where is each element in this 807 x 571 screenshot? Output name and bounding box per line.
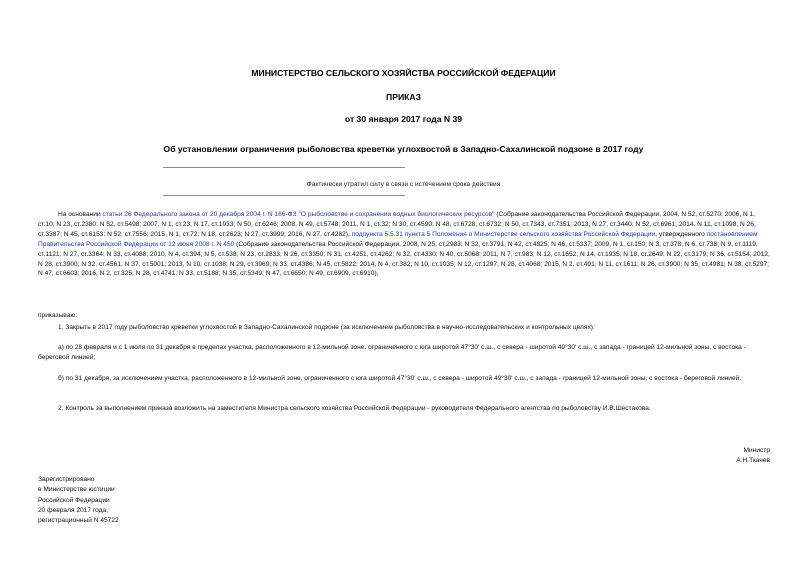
registration-line-2: в Министерстве юстиции — [38, 486, 115, 494]
preamble-text-4: (Собрание законодательства Российской Федерации, 2008, N 25, ст.2983; N 32, ст.3791; N 42, ст.4825; N 46, ст.5337; 2009, N 1, ст.150; N 3, ст.378; N 6, ст.738; N 9, ст.1119, ст.1121; N 27, ст.3364; N 33, ст.4088; 2010, N 4, ст.394; N 5, ст.538; N 23, ст.2833; N 26, ст.3350; N 31, ст.4251, ст.4262; N 32, ст.4330; N 40, ст.5068; 2011, N 7, ст.983; N 12, ст.1652; N 14, ст.1935; N 18, ст.2649; N 22, ст.3179; N 36, ст.5154; 2012, N 28, ст.3900; N 32, ст.4561; N 37, ст.5001; 2013, N 10, ст.1038; N 29, ст.3969; N 33, ст.4386; N 45, ст.5822; 2014, N 4, ст.382; N 10, ст.1035; N 12, ст.1297; N 28, ст.4068; 2015, N 2, ст.491; N 11, ст.1611; N 26, ст.3900; N 35, ст.4981; N 38, ст.5297; N 47, ст.6603; 2016, N 2, ст.325; N 28, ст.4741; N 33, ст.5188; N 35, ст.5349; N 47, ст.6650; N 49, ст.6909, ст.6910), — [38, 240, 770, 278]
divider-bottom — [163, 195, 405, 196]
preamble-paragraph — [38, 210, 773, 279]
preamble-text-3: , утвержденного — [655, 230, 707, 238]
ministry-heading: МИНИСТЕРСТВО СЕЛЬСКОГО ХОЗЯЙСТВА РОССИЙСКОЙ ФЕДЕРАЦИИ — [251, 68, 556, 78]
registration-line-3: Российской Федерации — [38, 496, 110, 504]
clause-2: 2. Контроль за выполнением приказа возложить на заместителя Министра сельского хозяйства Российской Федерации - руководителя Федерального агентства по рыболовству И.В.Шестакова. — [58, 405, 651, 412]
page-title: Об установлении ограничения рыболовства креветки углохвостой в Западно-Сахалинской подзоне в 2017 году — [163, 144, 644, 154]
registration-line-5: регистрационный N 45722 — [38, 517, 119, 525]
preamble-text-2: (Собрание законодательства Российской Федерации, 2004, N 52, ст.5270; 2006, N 1, ст.10; N 23, ст.2380; N 52, ст.5498; 2007, N 1, ст.23; N 17, ст.1933; N 50, ст.6246; 2008, N 49, ст.5748; 2011, N 1, ст.32; N 30, ст.4590; N 48, ст.6728, ст.6732; N 50, ст.7343, ст.7351; 2013, N 27, ст.3440; N 52, ст.6961; 2014, N 11, ст.1098; N 26, ст.3387; N 45, ст.6153; N 52, ст.7556; 2015, N 1, ст.72; N 18, ст.2623; N 27, ст.3999; 2016, N 27, ст.4282), — [38, 211, 756, 238]
clause-1a: а) по 28 февраля и с 1 июля по 31 декабря в пределах участка, расположенного в 12-мильной зоне, ограниченного с юга широтой 47°30' с.ш., с севера - широтой 49°30' с.ш., с запада - границей 12-мильной зоны, с востока - береговой линией; — [38, 344, 746, 361]
status-note: Фактически утратил силу в связи с истечением срока действия — [306, 181, 501, 188]
registration-block — [38, 475, 119, 526]
order-word: приказываю: — [38, 312, 78, 319]
registration-line-4: 20 февраля 2017 года, — [38, 506, 108, 514]
preamble-text-1: На основании — [58, 211, 103, 218]
clause-1: 1. Закрыть в 2017 году рыболовство креветки углохвостой в Западно-Сахалинской подзоне (за исключением рыболовства в научно-исследовательских и контрольных целях): — [58, 324, 595, 331]
divider-top — [163, 167, 405, 168]
doc-type-heading: ПРИКАЗ — [386, 92, 421, 102]
ministry-regulation-link[interactable]: подпункта 5.5.31 пункта 5 Положения о Министерстве сельского хозяйства Российской Федерации — [351, 230, 656, 238]
government-decree-link[interactable]: постановлением Правительства Российской Федерации от 12 июня 2008 г. N 450 — [38, 230, 758, 248]
clause-1b: б) по 31 декабря, за исключением участка, расположенного в 12-мильной зоне, ограниченного с юга широтой 47°30' с.ш., с севера - широтой 49°30' с.ш., с запада - границей 12-мильной зоны, с востока - береговой линией. — [58, 375, 742, 382]
law-166-fz-link[interactable]: статьи 26 Федерального закона от 20 декабря 2004 г. N 166-ФЗ "О рыболовстве и сохранении водных биологических ресурсов" — [102, 211, 495, 218]
signer-position: Министр — [743, 447, 770, 454]
signer-name: А.Н.Ткачев — [736, 457, 770, 464]
signature-block — [690, 446, 770, 466]
registration-line-1: Зарегистрировано — [38, 476, 95, 483]
date-number-heading: от 30 января 2017 года N 39 — [344, 114, 463, 124]
